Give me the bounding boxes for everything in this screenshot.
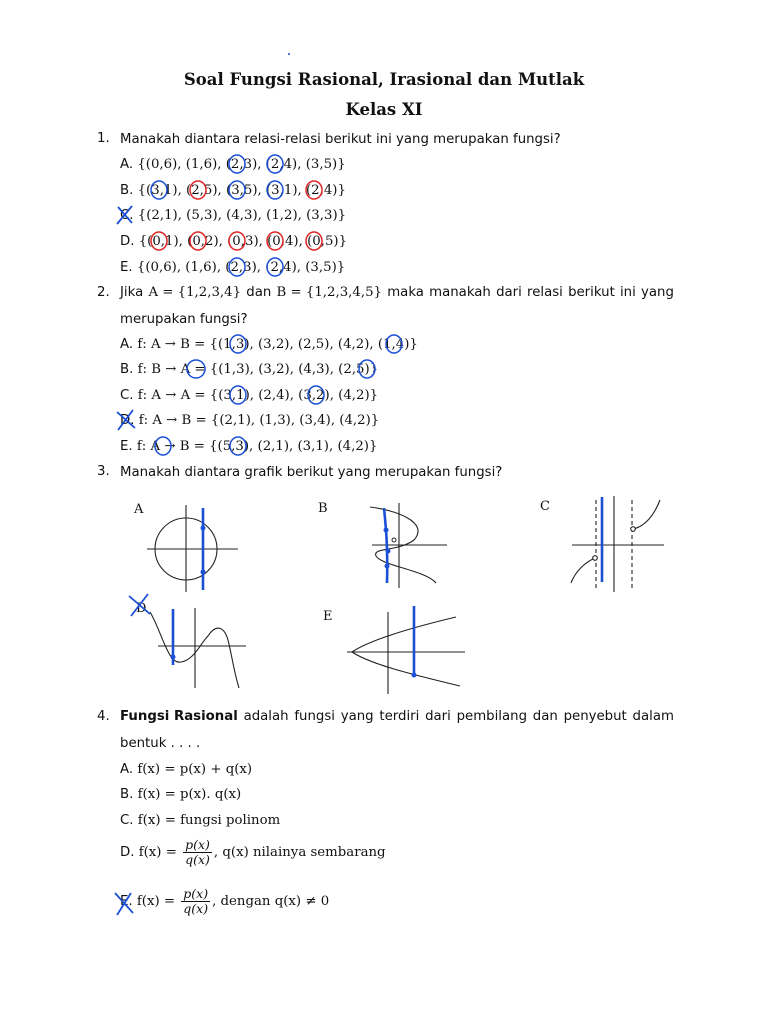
q3-text: Manakah diantara grafik berikut yang merupakan fungsi? (120, 465, 503, 480)
option-label: B. (120, 183, 134, 198)
word: yang (641, 285, 674, 300)
option-text: f(x) = p(x). q(x) (137, 787, 242, 802)
graph-c-left-branch (571, 558, 595, 583)
graph-b-curve (370, 507, 436, 583)
numerator: p(x) (185, 836, 210, 852)
option-text: {(3,1), (2,5), (3,5), (3,1), (2,4)} (137, 183, 346, 198)
q4-option-c (120, 812, 280, 830)
graph-d-curve (150, 612, 239, 688)
q1-option-c (120, 207, 346, 225)
option-text: f(x) = p(x) + q(x) (137, 762, 253, 777)
option-text: {(0,6), (1,6), (2,3), (2,4), (3,5)} (137, 157, 346, 172)
option-text: f: A → A = {(3,1), (2,4), (3,2), (4,2)} (137, 388, 379, 403)
math-set-b: B = {1,2,3,4,5} (276, 285, 383, 300)
document-subtitle: Kelas XI (345, 100, 423, 119)
option-label: C. (120, 208, 134, 223)
graph-e (347, 606, 465, 694)
fraction (183, 838, 212, 867)
q2-option-a (120, 336, 418, 354)
formula-prefix: f(x) = (138, 845, 177, 860)
document-title: Soal Fungsi Rasional, Irasional dan Mutlak (183, 70, 585, 89)
graph-b-label: B (318, 501, 328, 516)
option-text: f: A → B = {(2,1), (1,3), (3,4), (4,2)} (138, 413, 380, 428)
q4-option-b (120, 786, 241, 804)
graph-c-label: C (540, 499, 550, 514)
option-label: A. (120, 157, 134, 172)
option-label: E. (120, 894, 133, 909)
q2-number: 2. (97, 285, 110, 300)
option-label: E. (120, 260, 133, 275)
q1-number: 1. (97, 131, 110, 146)
option-text: f(x) = fungsi polinom (137, 813, 281, 828)
q4-text-line2: bentuk . . . . (120, 736, 201, 751)
denominator: q(x) (183, 900, 209, 916)
word: dalam (632, 709, 674, 724)
formula-suffix: , q(x) nilainya sembarang (213, 845, 386, 860)
option-text: {(0,6), (1,6), (2,3), (2,4), (3,5)} (136, 260, 346, 275)
option-text: f: A → B = {(1,3), (3,2), (2,5), (4,2), (1,4)} (137, 337, 418, 352)
graph-b-point (385, 564, 390, 569)
option-text: {(0,1), (0,2), (0,3), (0,4), (0,5)} (138, 234, 348, 249)
word: adalah (243, 709, 289, 724)
q2-option-e (120, 438, 377, 456)
q4-option-e (120, 885, 329, 919)
option-text: f: B → A = {(1,3), (3,2), (4,3), (2,5)} (137, 362, 379, 377)
graph-d-label: D (136, 601, 147, 616)
option-label: C. (120, 388, 134, 403)
denominator: q(x) (185, 851, 210, 867)
q1-option-b (120, 182, 346, 200)
word: maka (387, 285, 424, 300)
word: fungsi (294, 709, 335, 724)
q1-option-e (120, 259, 345, 277)
q2-option-d (120, 412, 379, 430)
q4-number: 4. (97, 709, 110, 724)
graph-a-point (201, 526, 206, 531)
q4-text-line1 (120, 709, 674, 724)
graph-a-point (201, 570, 206, 575)
q1-option-a (120, 156, 346, 174)
word: penyebut (563, 709, 627, 724)
graph-c-open-point (631, 527, 636, 532)
q2-text-line1 (120, 285, 674, 300)
option-label: A. (120, 762, 134, 777)
word: dari (425, 709, 451, 724)
graph-d-point (171, 655, 176, 660)
graph-a-circle (155, 518, 217, 580)
option-text: f: A → B = {(5,3), (2,1), (3,1), (4,2)} (136, 439, 378, 454)
option-label: B. (120, 787, 134, 802)
option-label: D. (120, 413, 135, 428)
word: Jika (120, 285, 144, 300)
graph-c-open-point (593, 556, 598, 561)
graph-d (150, 608, 246, 688)
q2-option-b (120, 361, 378, 379)
ink-dot (288, 53, 290, 55)
formula-suffix: , dengan q(x) ≠ 0 (212, 894, 330, 909)
graph-b-open-point (392, 538, 396, 542)
word: manakah (429, 285, 491, 300)
graph-e-label: E (323, 609, 333, 624)
graph-e-point (412, 673, 417, 678)
q1-option-d (120, 233, 347, 251)
math-set-a: A = {1,2,3,4} (148, 285, 242, 300)
word: pembilang (456, 709, 528, 724)
option-text: {(2,1), (5,3), (4,3), (1,2), (3,3)} (137, 208, 347, 223)
numerator: p(x) (183, 885, 209, 901)
graph-e-parabola (352, 617, 460, 686)
option-label: E. (120, 439, 133, 454)
graph-c-right-branch (633, 500, 660, 529)
word: yang (340, 709, 374, 724)
term-fungsi-rasional: Fungsi Rasional (120, 709, 238, 724)
option-label: B. (120, 362, 134, 377)
word: terdiri (379, 709, 420, 724)
option-label: D. (120, 234, 135, 249)
word: berikut (568, 285, 615, 300)
graph-a (147, 505, 238, 592)
word: dan (246, 285, 272, 300)
q4-option-a (120, 761, 252, 779)
word: relasi (527, 285, 563, 300)
fraction (181, 887, 210, 916)
word: dari (496, 285, 522, 300)
option-label: D. (120, 845, 135, 860)
q2-option-c (120, 387, 378, 405)
option-label: A. (120, 337, 134, 352)
word: ini (619, 285, 636, 300)
q4-option-d (120, 836, 386, 870)
word: dan (532, 709, 558, 724)
graph-b-point (386, 549, 391, 554)
formula-prefix: f(x) = (136, 894, 176, 909)
q3-number: 3. (97, 464, 110, 479)
graph-b (370, 503, 447, 588)
graph-b-test-line (384, 508, 387, 583)
q1-text: Manakah diantara relasi-relasi berikut ini yang merupakan fungsi? (120, 132, 561, 147)
q2-text-line2: merupakan fungsi? (120, 312, 248, 327)
graph-b-point (384, 528, 389, 533)
graph-c (571, 496, 664, 592)
graph-a-label: A (134, 502, 144, 517)
option-label: C. (120, 813, 134, 828)
